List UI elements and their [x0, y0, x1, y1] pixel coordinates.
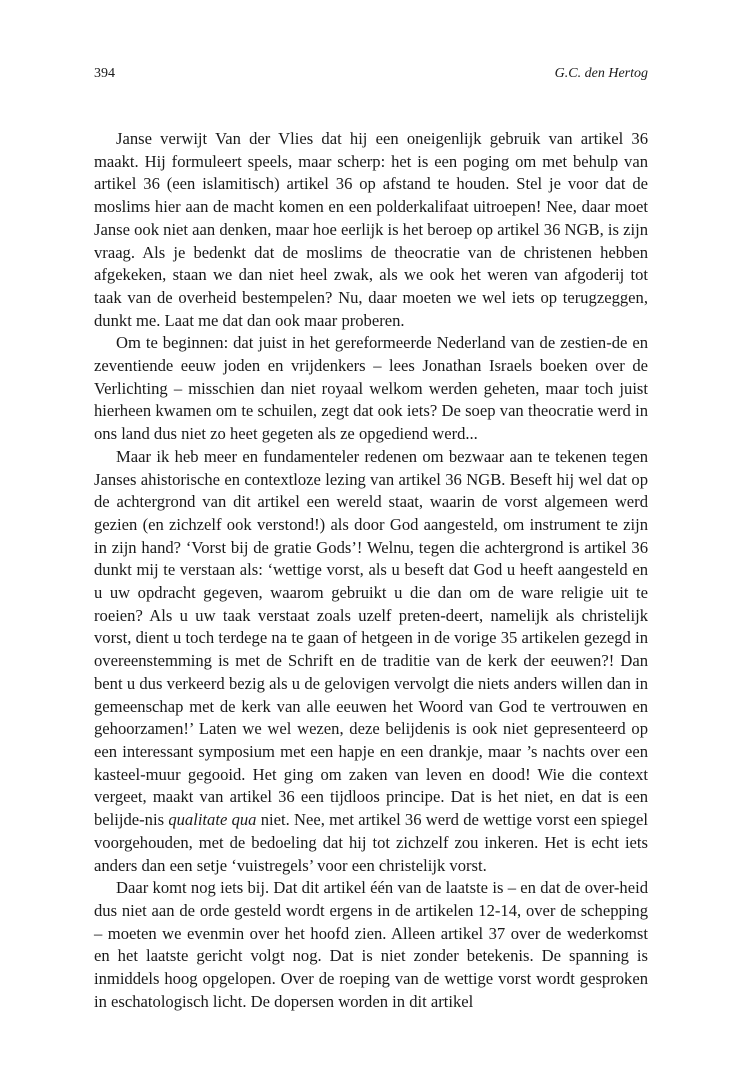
paragraph-4: Daar komt nog iets bij. Dat dit artikel één van de laatste is – en dat de over-heid dus niet aan de orde gesteld wordt ergens in de artikelen 12-14, over de schepping – moeten we evenmin over het hoofd zien. Alleen artikel 37 over de wederkomst en het laatste gericht volgt nog. Dat is niet zonder betekenis. De spanning is inmiddels hoog opgelopen. Over de roeping van de wettige vorst wordt gesproken in eschatologisch licht. De dopersen worden in dit artikel: [94, 878, 648, 1011]
running-head: [94, 64, 648, 84]
body-text: [94, 128, 648, 1013]
page-number: 394: [94, 66, 115, 81]
paragraph-3-text-start: Maar ik heb meer en fundamenteler redenen om bezwaar aan te tekenen tegen Janses ahistorische en contextloze lezing van artikel 36 NGB. Beseft hij wel dat op de achtergrond van dit artikel een wereld staat, waarin de vorst algemeen werd gezien (en zichzelf ook verstond!) als door God aangesteld, om instrument te zijn in zijn hand? ‘Vorst bij de gratie Gods’! Welnu, tegen die achtergrond is artikel 36 dunkt mij te verstaan als: ‘wettige vorst, als u beseft dat God u heeft aangesteld en u uw opdracht gegeven, waarom gebruikt u die dan om de ware religie uit te roeien? Als u uw taak verstaat zoals uzelf preten-deert, namelijk als christelijk vorst, dient u toch terdege na te gaan of hetgeen in de vorige 35 artikelen gezegd in overeenstemming is met de Schrift en de traditie van de kerk der eeuwen?! Dan bent u dus verkeerd bezig als u de gelovigen vervolgt die niets anders willen dan in gemeenschap met de kerk van alle eeuwen het Woord van God te vertrouwen en gehoorzamen!’ Laten we wel wezen, deze belijdenis is ook niet gepresenteerd op een interessant symposium met een hapje en een drankje, maar ’s nachts over een kasteel-muur gegooid. Het ging om zaken van leven en dood! Wie die context vergeet, maakt van artikel 36 een tijdloos principe. Dat is het niet, en dat is een belijde-nis: [94, 446, 648, 830]
paragraph-3-italic-phrase: qualitate qua: [168, 810, 257, 830]
running-head-author: G.C. den Hertog: [554, 66, 648, 81]
paragraph-2: Om te beginnen: dat juist in het gereformeerde Nederland van de zestien-de en zeventiende eeuw joden en vrijdenkers – lees Jonathan Israels boeken over de Verlichting – misschien dan niet royaal welkom werden geheten, maar toch juist hierheen kwamen om te schuilen, zegt dat ook iets? De soep van theocratie werd in ons land dus niet zo heet gegeten als ze opgediend werd...: [94, 333, 648, 444]
paragraph-3-text-end: niet. Nee, met artikel 36 werd de wettige vorst een spiegel voorgehouden, met de bedoeling dat hij tot zichzelf zou inkeren. Het is echt iets anders dan een setje ‘vuistregels’ voor een christelijk vorst.: [94, 810, 648, 875]
paragraph-3: [94, 446, 648, 877]
paragraph-1: Janse verwijt Van der Vlies dat hij een oneigenlijk gebruik van artikel 36 maakt. Hij formuleert speels, maar scherp: het is een poging om met behulp van artikel 36 (een islamitisch) artikel 36 op afstand te houden. Stel je voor dat de moslims hier aan de macht komen en een polderkalifaat uitroepen! Nee, daar moet Janse ook niet aan denken, maar hoe eerlijk is het beroep op artikel 36 NGB, is zijn vraag. Als je bedenkt dat de moslims de theocratie van de christenen hebben afgekeken, staan we dan niet heel zwak, als we ook het weren van afgoderij tot taak van de overheid bestempelen? Nu, daar moeten we wel iets op terugzeggen, dunkt me. Laat me dat dan ook maar proberen.: [94, 129, 648, 330]
